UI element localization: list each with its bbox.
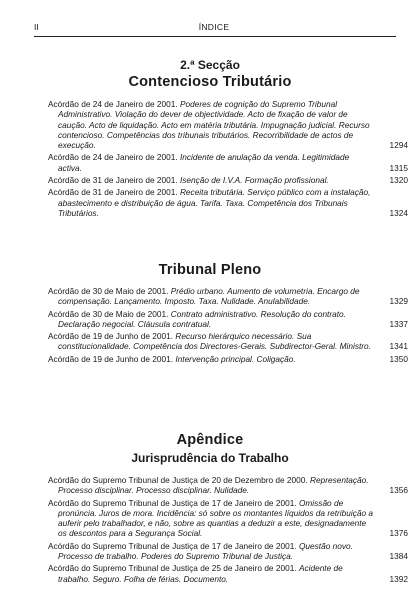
index-entry [48,286,408,307]
entry-list [48,99,408,220]
entry-page: 1392 [389,573,408,584]
page-number: II [34,22,39,32]
index-entry [48,563,408,584]
section-title: Contencioso Tributário [128,74,292,90]
entry-lead: Acórdão do Supremo Tribunal de Justiça de 17 de Janeiro de 2001. [48,497,297,508]
index-entry [48,152,408,173]
entry-page: 1320 [389,175,408,186]
header-rule [34,36,396,37]
entry-lead: Acórdão do Supremo Tribunal de Justiça de 20 de Dezembro de 2000. [48,475,308,485]
index-entry [48,309,408,330]
section-title: Apêndice [176,432,244,448]
entry-summary: Intervenção principal. Coligação. [175,353,296,364]
entry-lead: Acórdão de 19 de Junho de 2001. [48,331,174,342]
entry-lead: Acórdão de 24 de Janeiro de 2001. [48,152,178,163]
entry-page: 1329 [389,296,408,307]
entry-summary: Contrato administrativo. Resolução do contrato. Declaração negocial. Cláusula contratual. [58,308,346,329]
entry-page: 1294 [389,140,408,151]
entry-page: 1324 [389,207,408,218]
entry-summary: Recurso hierárquico necessário. Sua constitucionalidade. Competência dos Directores-Gerais. Subdirector-Geral. Ministro. [58,331,371,352]
entry-page: 1315 [389,162,408,173]
running-header [34,22,394,36]
index-entry [48,541,408,562]
section-subtitle: Jurisprudência do Trabalho [131,451,289,465]
index-entry [48,187,408,218]
index-entry [48,475,408,496]
entry-lead: Acórdão de 30 de Maio de 2001. [48,286,169,296]
index-entry [48,175,408,185]
entry-page: 1350 [389,353,408,364]
entry-lead: Acórdão do Supremo Tribunal de Justiça de 17 de Janeiro de 2001. [48,540,297,551]
entry-summary: Representação. Processo disciplinar. Processo disciplinar. Nulidade. [58,475,369,496]
entry-summary: Poderes de cognição do Supremo Tribunal Administrativo. Violação do dever de objectividade. Acto de fixação de valor de caução. Acto de liquidação. Acto em matéria tributária. Impugnação judicial. Recurso contencioso. Competências dos tribunais tributários. Recorribilidade de actos de execução. [58,99,370,151]
index-entry [48,354,408,364]
entry-page: 1356 [389,485,408,496]
entry-summary: Questão novo. Processo de trabalho. Poderes do Supremo Tribunal de Justiça. [58,540,353,562]
running-title: ÍNDICE [198,22,230,32]
index-entry [48,498,408,539]
entry-lead: Acórdão de 24 de Janeiro de 2001. [48,99,178,109]
entry-lead: Acórdão de 19 de Junho de 2001. [48,353,174,364]
section-subtitle: 2.ª Secção [180,58,240,72]
entry-summary: Prédio urbano. Aumento de volumetria. Encargo de compensação. Lançamento. Imposto. Taxa. Nulidade. Anulabilidade. [58,286,360,307]
entry-lead: Acórdão do Supremo Tribunal de Justiça de 25 de Janeiro de 2001. [48,563,297,574]
entry-summary: Receita tributária. Serviço público com a instalação, abastecimento e distribuição de água. Tarifa. Taxa. Competência dos Tribunais Tributários. [58,187,371,218]
entry-summary: Acidente de trabalho. Seguro. Folha de férias. Documento. [58,563,343,584]
entry-lead: Acórdão de 30 de Maio de 2001. [48,308,169,319]
entry-list [48,286,408,366]
section-title: Tribunal Pleno [158,262,262,278]
entry-page: 1337 [389,318,408,329]
entry-lead: Acórdão de 31 de Janeiro de 2001. [48,175,178,186]
index-entry [48,99,408,150]
entry-page: 1376 [389,528,408,539]
entry-list [48,475,408,586]
entry-summary: Incidente de anulação da venda. Legitimidade activa. [58,152,350,173]
entry-summary: Omissão de pronúncia. Juros de mora. Incidência: só sobre os montantes líquidos da retribuição a auferir pelo trabalhador, e não, sobre as quantias a deduzir a este, designadamente os descontos para a Segurança Social. [58,497,373,539]
entry-summary: Isenção de I.V.A. Formação profissional. [179,175,329,186]
entry-page: 1384 [389,551,408,562]
index-entry [48,331,408,352]
entry-page: 1341 [389,341,408,352]
entry-lead: Acórdão de 31 de Janeiro de 2001. [48,187,178,198]
